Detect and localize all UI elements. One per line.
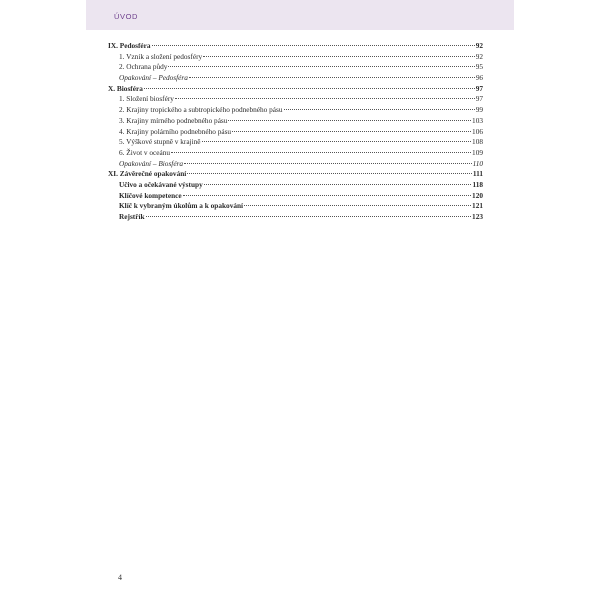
toc-leader-dots bbox=[202, 141, 472, 142]
toc-entry[interactable] bbox=[108, 84, 483, 95]
toc-leader-dots bbox=[189, 77, 475, 78]
toc-entry[interactable] bbox=[108, 180, 483, 191]
toc-entry-page: 108 bbox=[472, 137, 483, 147]
toc-entry-page: 118 bbox=[472, 179, 483, 189]
toc-entry[interactable] bbox=[108, 201, 483, 212]
toc-entry-label: 6. Život v oceánu bbox=[119, 147, 171, 157]
toc-leader-dots bbox=[244, 205, 471, 206]
toc-leader-dots bbox=[232, 131, 471, 132]
toc-entry[interactable] bbox=[108, 169, 483, 180]
page-number: 4 bbox=[118, 573, 122, 582]
toc-entry-label: Klíč k vybraným úkolům a k opakování bbox=[119, 201, 244, 211]
toc-entry-page: 99 bbox=[475, 105, 483, 115]
toc-entry-page: 121 bbox=[472, 201, 483, 211]
toc-entry[interactable] bbox=[108, 94, 483, 105]
toc-entry[interactable] bbox=[108, 148, 483, 159]
toc-leader-dots bbox=[284, 109, 475, 110]
toc-leader-dots bbox=[144, 88, 475, 89]
toc-leader-dots bbox=[152, 45, 475, 46]
toc-entry-label: 1. Vznik a složení pedosféry bbox=[119, 51, 203, 61]
page bbox=[86, 0, 514, 600]
header-title: ÚVOD bbox=[114, 12, 139, 21]
toc-entry[interactable] bbox=[108, 191, 483, 202]
toc-entry-page: 111 bbox=[472, 169, 483, 179]
toc-entry[interactable] bbox=[108, 137, 483, 148]
toc-entry-page: 92 bbox=[475, 41, 483, 50]
toc-entry[interactable] bbox=[108, 116, 483, 127]
toc-entry-page: 103 bbox=[472, 115, 483, 125]
toc-entry[interactable] bbox=[108, 212, 483, 223]
toc-leader-dots bbox=[184, 163, 472, 164]
toc-leader-dots bbox=[171, 152, 471, 153]
toc-entry-page: 109 bbox=[472, 147, 483, 157]
toc-leader-dots bbox=[168, 66, 474, 67]
table-of-contents bbox=[108, 41, 483, 223]
header-band bbox=[86, 0, 514, 30]
toc-entry[interactable] bbox=[108, 41, 483, 52]
toc-entry-label: 1. Složení biosféry bbox=[119, 94, 174, 104]
toc-leader-dots bbox=[228, 120, 471, 121]
toc-leader-dots bbox=[187, 173, 472, 174]
toc-entry-label: 3. Krajiny mírného podnebného pásu bbox=[119, 115, 228, 125]
toc-leader-dots bbox=[183, 195, 471, 196]
toc-entry-page: 123 bbox=[472, 212, 483, 221]
toc-entry-label: IX. Pedosféra bbox=[108, 41, 151, 50]
toc-leader-dots bbox=[203, 56, 475, 57]
toc-entry-label: Rejstřík bbox=[119, 212, 145, 221]
toc-entry-page: 97 bbox=[475, 94, 483, 104]
toc-entry[interactable] bbox=[108, 127, 483, 138]
toc-entry-label: X. Biosféra bbox=[108, 83, 143, 93]
toc-entry-label: Klíčové kompetence bbox=[119, 190, 182, 200]
toc-entry-label: 4. Krajiny polárního podnebného pásu bbox=[119, 126, 232, 136]
toc-entry-page: 106 bbox=[472, 126, 483, 136]
toc-leader-dots bbox=[146, 216, 472, 217]
toc-entry[interactable] bbox=[108, 73, 483, 84]
toc-entry-page: 96 bbox=[475, 73, 483, 83]
toc-entry[interactable] bbox=[108, 62, 483, 73]
toc-entry-page: 92 bbox=[475, 51, 483, 61]
toc-entry-page: 120 bbox=[472, 190, 483, 200]
toc-entry[interactable] bbox=[108, 105, 483, 116]
toc-entry-label: XI. Závěrečné opakování bbox=[108, 169, 187, 179]
toc-entry[interactable] bbox=[108, 52, 483, 63]
toc-entry-label: 2. Ochrana půdy bbox=[119, 62, 168, 72]
toc-leader-dots bbox=[204, 184, 472, 185]
toc-entry-page: 95 bbox=[475, 62, 483, 72]
toc-leader-dots bbox=[175, 98, 475, 99]
toc-entry-label: 5. Výškové stupně v krajině bbox=[119, 137, 201, 147]
toc-entry-label: Opakování – Pedosféra bbox=[119, 73, 188, 83]
toc-entry-label: Opakování – Biosféra bbox=[119, 158, 184, 168]
toc-entry-label: 2. Krajiny tropického a subtropického podnebného pásu bbox=[119, 105, 283, 115]
toc-entry-page: 97 bbox=[475, 83, 483, 93]
toc-entry[interactable] bbox=[108, 159, 483, 170]
toc-entry-page: 110 bbox=[472, 158, 483, 168]
toc-entry-label: Učivo a očekávané výstupy bbox=[119, 179, 203, 189]
